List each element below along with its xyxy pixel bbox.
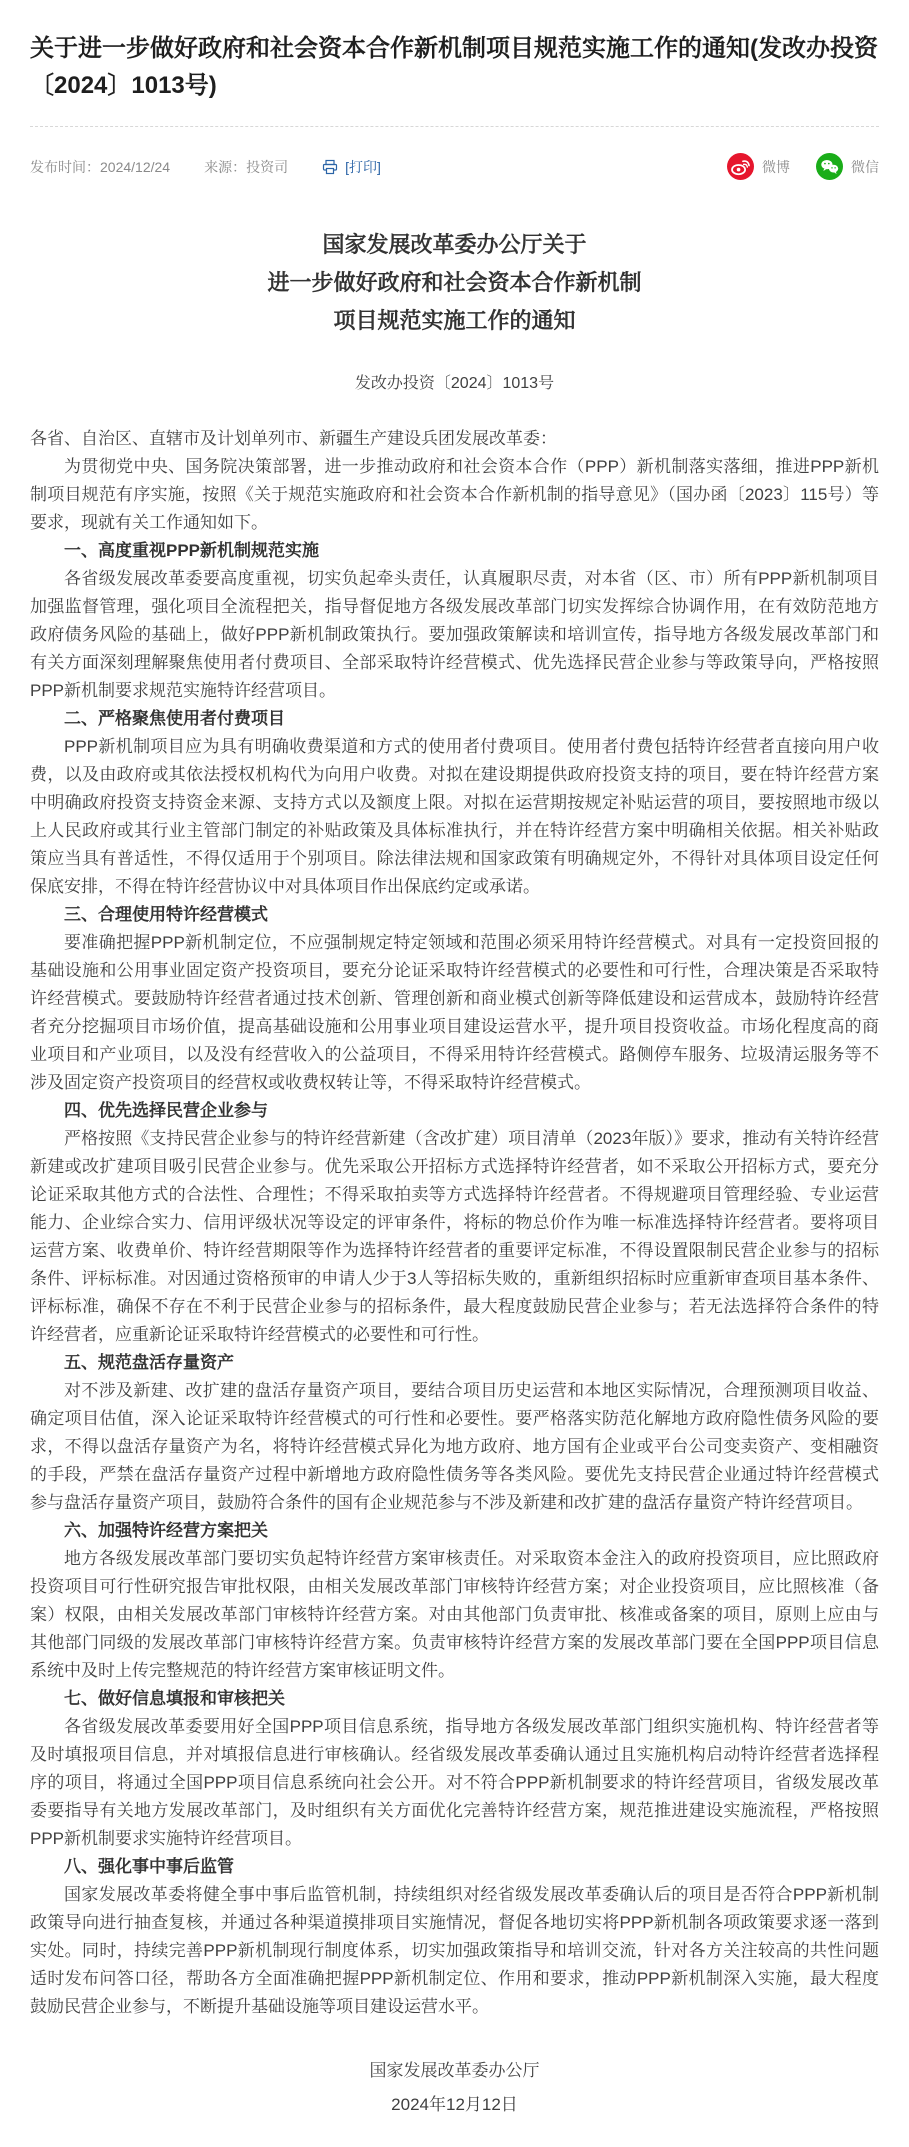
document-title-line-1: 国家发展改革委办公厅关于 [322,232,587,257]
section-heading: 七、做好信息填报和审核把关 [64,1689,285,1708]
bottom-space [30,2119,879,2147]
print-button[interactable] [322,157,381,177]
wechat-icon [816,153,843,180]
share-wechat-label: 微信 [851,158,879,175]
paragraph: 为贯彻党中央、国务院决策部署，进一步推动政府和社会资本合作（PPP）新机制落实落细，推进PPP新机制项目规范有序实施，按照《关于规范实施政府和社会资本合作新机制的指导意见》（国办函〔2023〕115号）等要求，现就有关工作通知如下。 [30,457,879,532]
printer-icon [322,159,338,175]
section-heading: 八、强化事中事后监管 [64,1857,234,1876]
signature-org: 国家发展改革委办公厅 [369,2061,540,2080]
publish-time [30,157,170,177]
section-heading: 二、严格聚焦使用者付费项目 [64,709,285,728]
section-heading: 四、优先选择民营企业参与 [64,1101,268,1120]
section-heading: 三、合理使用特许经营模式 [64,905,268,924]
document-body [30,425,879,2021]
section-heading: 六、加强特许经营方案把关 [64,1521,268,1540]
share-weibo-label: 微博 [762,158,790,175]
section-heading: 一、高度重视PPP新机制规范实施 [64,541,320,560]
weibo-icon [727,153,754,180]
source-value: 投资司 [246,158,289,175]
source [204,157,288,177]
signature-date: 2024年12月12日 [391,2095,518,2114]
paragraph: 国家发展改革委将健全事中事后监管机制，持续组织对经省级发展改革委确认后的项目是否符合PPP新机制政策导向进行抽查复核，并通过各种渠道摸排项目实施情况，督促各地切实将PPP新机制各项政策要求逐一落到实处。同时，持续完善PPP新机制现行制度体系，切实加强政策指导和培训交流，针对各方关注较高的共性问题适时发布问答口径，帮助各方全面准确把握PPP新机制定位、作用和要求，推动PPP新机制深入实施，最大程度鼓励民营企业参与，不断提升基础设施等项目建设运营水平。 [30,1885,879,2016]
document [30,226,879,2119]
publish-time-value: 2024/12/24 [100,158,171,175]
page-title: 关于进一步做好政府和社会资本合作新机制项目规范实施工作的通知(发改办投资〔2024〕1013号) [30,35,878,99]
salutation: 各省、自治区、直辖市及计划单列市、新疆生产建设兵团发展改革委： [30,429,557,448]
paragraph: 各省级发展改革委要用好全国PPP项目信息系统，指导地方各级发展改革部门组织实施机构、特许经营者等及时填报项目信息，并对填报信息进行审核确认。经省级发展改革委确认通过且实施机构启动特许经营者选择程序的项目，将通过全国PPP项目信息系统向社会公开。对不符合PPP新机制要求的特许经营项目，省级发展改革委要指导有关地方发展改革部门，及时组织有关方面优化完善特许经营方案，规范推进建设实施流程，严格按照PPP新机制要求实施特许经营项目。 [30,1717,879,1848]
share-weibo-button[interactable] [727,153,790,180]
source-label: 来源： [204,158,247,175]
meta-row [30,153,879,180]
paragraph: 严格按照《支持民营企业参与的特许经营新建（含改扩建）项目清单（2023年版）》要求，推动有关特许经营新建或改扩建项目吸引民营企业参与。优先采取公开招标方式选择特许经营者，如不采取公开招标方式，要充分论证采取其他方式的合法性、合理性；不得采取拍卖等方式选择特许经营者。不得规避项目管理经验、专业运营能力、企业综合实力、信用评级状况等设定的评审条件，将标的物总价作为唯一标准选择特许经营者。要将项目运营方案、收费单价、特许经营期限等作为选择特许经营者的重要评定标准，不得设置限制民营企业参与的招标条件、评标标准。对因通过资格预审的申请人少于3人等招标失败的，重新组织招标时应重新审查项目基本条件、评标标准，确保不存在不利于民营企业参与的招标条件，最大程度鼓励民营企业参与；若无法选择符合条件的特许经营者，应重新论证采取特许经营模式的必要性和可行性。 [30,1129,879,1344]
paragraph: 各省级发展改革委要高度重视，切实负起牵头责任，认真履职尽责，对本省（区、市）所有PPP新机制项目加强监督管理，强化项目全流程把关，指导督促地方各级发展改革部门切实发挥综合协调作用，在有效防范地方政府债务风险的基础上，做好PPP新机制政策执行。要加强政策解读和培训宣传，指导地方各级发展改革部门和有关方面深刻理解聚焦使用者付费项目、全部采取特许经营模式、优先选择民营企业参与等政策导向，严格按照PPP新机制要求规范实施特许经营项目。 [30,569,879,700]
publish-time-label: 发布时间： [30,158,100,175]
document-title-line-3: 项目规范实施工作的通知 [333,308,576,333]
paragraph: 对不涉及新建、改扩建的盘活存量资产项目，要结合项目历史运营和本地区实际情况，合理预测项目收益、确定项目估值，深入论证采取特许经营模式的可行性和必要性。要严格落实防范化解地方政府隐性债务风险的要求，不得以盘活存量资产为名，将特许经营模式异化为地方政府、地方国有企业或平台公司变卖资产、变相融资的手段，严禁在盘活存量资产过程中新增地方政府隐性债务等各类风险。要优先支持民营企业通过特许经营模式参与盘活存量资产项目，鼓励符合条件的国有企业规范参与不涉及新建和改扩建的盘活存量资产特许经营项目。 [30,1381,879,1512]
dotted-divider [30,126,879,127]
paragraph: 要准确把握PPP新机制定位，不应强制规定特定领域和范围必须采用特许经营模式。对具有一定投资回报的基础设施和公用事业固定资产投资项目，要充分论证采取特许经营模式的必要性和可行性，合理决策是否采取特许经营模式。要鼓励特许经营者通过技术创新、管理创新和商业模式创新等降低建设和运营成本，鼓励特许经营者充分挖掘项目市场价值，提高基础设施和公用事业项目建设运营水平，提升项目投资收益。市场化程度高的商业项目和产业项目，以及没有经营收入的公益项目，不得采用特许经营模式。路侧停车服务、垃圾清运服务等不涉及固定资产投资项目的经营权或收费权转让等，不得采取特许经营模式。 [30,933,879,1092]
document-number: 发改办投资〔2024〕1013号 [354,375,555,392]
document-title [30,226,879,340]
page-container [0,30,909,2147]
paragraph: PPP新机制项目应为具有明确收费渠道和方式的使用者付费项目。使用者付费包括特许经营者直接向用户收费，以及由政府或其依法授权机构代为向用户收费。对拟在建设期提供政府投资支持的项目，要在特许经营方案中明确政府投资支持资金来源、支持方式以及额度上限。对拟在运营期按规定补贴运营的项目，要按照地市级以上人民政府或其行业主管部门制定的补贴政策及具体标准执行，并在特许经营方案中明确相关依据。相关补贴政策应当具有普适性，不得仅适用于个别项目。除法律法规和国家政策有明确规定外，不得针对具体项目设定任何保底安排，不得在特许经营协议中对具体项目作出保底约定或承诺。 [30,737,879,896]
paragraph: 地方各级发展改革部门要切实负起特许经营方案审核责任。对采取资本金注入的政府投资项目，应比照政府投资项目可行性研究报告审批权限，由相关发展改革部门审核特许经营方案；对企业投资项目，应比照核准（备案）权限，由相关发展改革部门审核特许经营方案。对由其他部门负责审批、核准或备案的项目，原则上应由与其他部门同级的发展改革部门审核特许经营方案。负责审核特许经营方案的发展改革部门要在全国PPP项目信息系统中及时上传完整规范的特许经营方案审核证明文件。 [30,1549,879,1680]
document-title-line-2: 进一步做好政府和社会资本合作新机制 [267,270,642,295]
share-bar [727,153,879,180]
section-heading: 五、规范盘活存量资产 [64,1353,234,1372]
signature-block [30,2057,879,2119]
share-wechat-button[interactable] [816,153,879,180]
print-label: [打印] [345,158,381,175]
